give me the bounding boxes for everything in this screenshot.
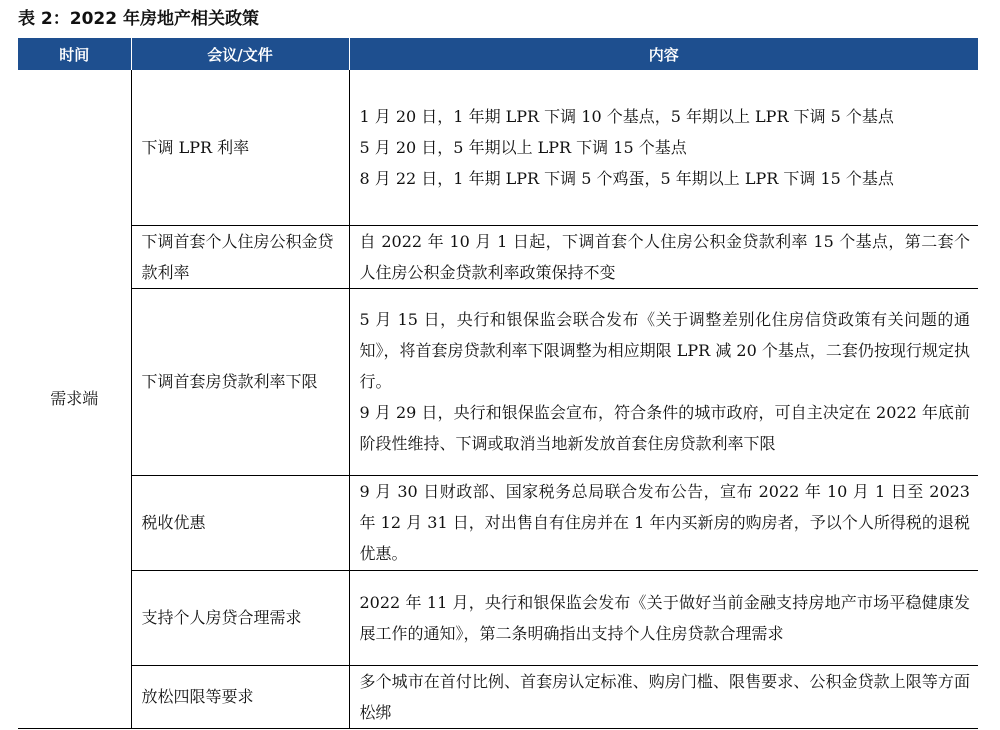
meeting-cell: 下调 LPR 利率 (131, 70, 349, 225)
meeting-cell: 下调首套房贷款利率下限 (131, 288, 349, 475)
header-meeting: 会议/文件 (131, 38, 349, 70)
meeting-cell: 支持个人房贷合理需求 (131, 570, 349, 665)
table-row (18, 475, 978, 570)
meeting-cell: 税收优惠 (131, 475, 349, 570)
content-cell (349, 665, 978, 728)
meeting-cell: 放松四限等要求 (131, 665, 349, 728)
policy-table (18, 38, 978, 729)
table-row (18, 570, 978, 665)
content-cell (349, 570, 978, 665)
content-paragraph: 8 月 22 日，1 年期 LPR 下调 5 个鸡蛋，5 年期以上 LPR 下调 15 个基点 (359, 168, 894, 188)
content-paragraph: 9 月 30 日财政部、国家税务总局联合发布公告，宣布 2022 年 10 月 1 日至 2023 年 12 月 31 日，对出售自有住房并在 1 年内买新房的购房者，予以个人所得税的退税优惠。 (359, 482, 970, 563)
content-paragraph: 9 月 29 日，央行和银保监会宣布，符合条件的城市政府，可自主决定在 2022 年底前阶段性维持、下调或取消当地新发放首套住房贷款利率下限 (359, 403, 970, 453)
table-row (18, 225, 978, 288)
table-caption: 表 2：2022 年房地产相关政策 (18, 9, 259, 29)
table-row (18, 70, 978, 225)
meeting-cell: 下调首套个人住房公积金贷款利率 (131, 225, 349, 288)
content-paragraph: 2022 年 11 月，央行和银保监会发布《关于做好当前金融支持房地产市场平稳健康发展工作的通知》，第二条明确指出支持个人住房贷款合理需求 (359, 592, 970, 643)
content-cell (349, 225, 978, 288)
content-paragraph: 多个城市在首付比例、首套房认定标准、购房门槛、限售要求、公积金贷款上限等方面松绑 (359, 671, 970, 722)
header-time: 时间 (18, 38, 131, 70)
content-cell (349, 475, 978, 570)
header-content: 内容 (349, 38, 978, 70)
content-paragraph: 5 月 20 日，5 年期以上 LPR 下调 15 个基点 (359, 137, 687, 157)
table-row (18, 665, 978, 728)
category-cell: 需求端 (18, 70, 131, 728)
content-paragraph: 自 2022 年 10 月 1 日起，下调首套个人住房公积金贷款利率 15 个基点，第二套个人住房公积金贷款利率政策保持不变 (359, 231, 970, 282)
content-cell (349, 288, 978, 475)
table-row (18, 288, 978, 475)
content-cell (349, 70, 978, 225)
content-paragraph: 5 月 15 日，央行和银保监会联合发布《关于调整差别化住房信贷政策有关问题的通知》，将首套房贷款利率下限调整为相应期限 LPR 减 20 个基点，二套仍按现行规定执行。 (359, 310, 970, 391)
table-header-row (18, 38, 978, 70)
content-paragraph: 1 月 20 日，1 年期 LPR 下调 10 个基点，5 年期以上 LPR 下调 5 个基点 (359, 106, 894, 126)
